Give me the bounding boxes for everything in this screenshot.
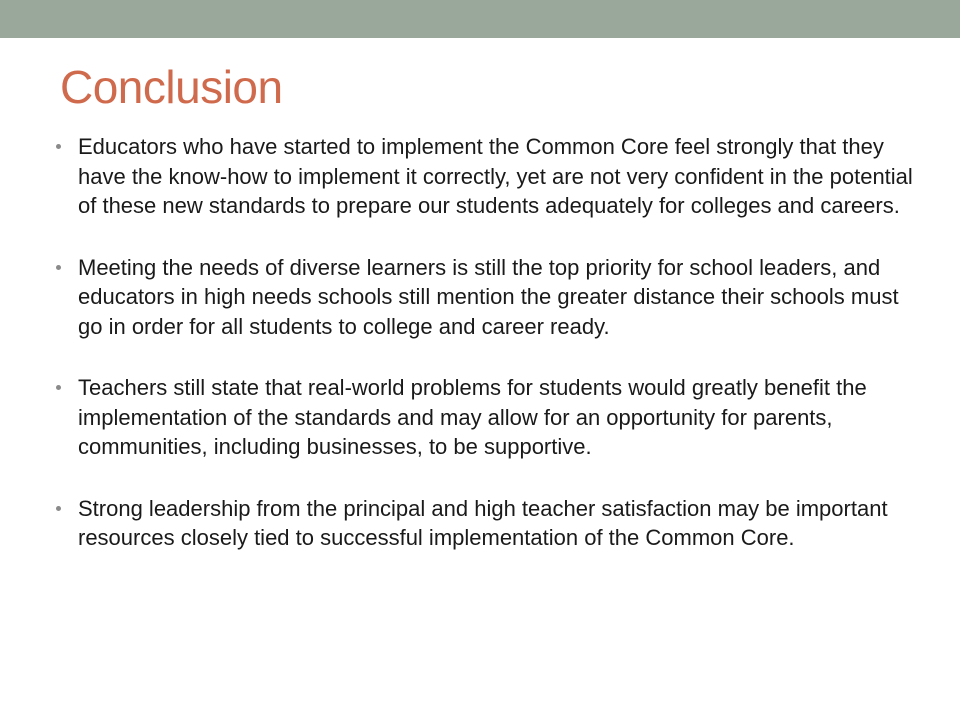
bullet-icon [56,144,61,149]
bullet-text: Educators who have started to implement the Common Core feel strongly that they have the know-how to implement it correctly, yet are not very confident in the potential of these new standards to prepare our students adequately for colleges and careers. [78,134,913,218]
bullet-item [56,132,916,221]
bullet-icon [56,265,61,270]
bullet-text: Strong leadership from the principal and high teacher satisfaction may be important resources closely tied to successful implementation of the Common Core. [78,495,888,550]
bullet-text: Teachers still state that real-world problems for students would greatly benefit the implementation of the standards and may allow for an opportunity for parents, communities, including businesses, to be supportive. [78,375,867,459]
slide-title: Conclusion [60,61,283,113]
bullet-text: Meeting the needs of diverse learners is still the top priority for school leaders, and educators in high needs schools still mention the greater distance their schools must go in order for all students to college and career ready. [78,254,899,339]
slide-header-bar [0,0,960,38]
bullet-list [56,132,916,553]
bullet-icon [56,385,61,390]
bullet-item [56,494,916,553]
bullet-icon [56,506,61,511]
bullet-item [56,253,916,342]
bullet-item [56,373,916,462]
